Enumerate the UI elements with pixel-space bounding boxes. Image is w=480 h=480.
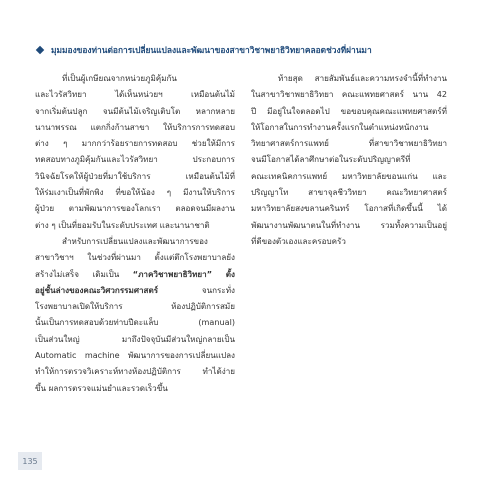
diamond-bullet-icon <box>36 46 44 54</box>
paragraph-line: ต่าง ๆ มากกว่าร้อยรายการทดสอบ ช่วยให้มีการ <box>35 138 235 149</box>
paragraph-line: ปี มีอยู่ในใจตลอดไป ขอขอบคุณคณะแพทยศาสตร์ที่ <box>251 105 447 116</box>
paragraph-line: ทำให้การตรวจวิเคราะห์ทางห้องปฏิบัติการ ทำได้ง่าย <box>35 366 235 377</box>
paragraph-line: ทดสอบทางภูมิคุ้มกันและไวรัสวิทยา ประกอบการ <box>35 154 235 165</box>
paragraph-line: เป็นส่วนใหญ่ มาถึงปัจจุบันมีส่วนใหญ่กลายเป็น <box>35 333 235 344</box>
paragraph-line: ที่เป็นผู้เกษียณจากหน่วยภูมิคุ้มกัน <box>62 73 177 83</box>
paragraph-line: ต่าง ๆ เป็นที่ยอมรับในระดับประเทศ และนานาชาติ <box>35 219 210 230</box>
paragraph-text: สร้างไม่เสร็จ เดิมเป็น <box>35 268 120 279</box>
section-heading <box>37 43 457 57</box>
paragraph-line: คณะเทคนิคการแพทย์ มหาวิทยาลัยขอนแก่น และ <box>251 170 447 181</box>
paragraph-line: จากเริ่มต้นปลูก จนมีต้นไม้เจริญเติบโต หลากหลาย <box>35 105 235 116</box>
paragraph-line: ท้ายสุด สายสัมพันธ์และความทรงจำนี้ที่ทำงาน <box>278 73 447 83</box>
paragraph-line: จนมีโอกาสได้ลาศึกษาต่อในระดับปริญญาตรีที่ <box>251 154 411 165</box>
paragraph-line: ผู้ป่วย ตามพัฒนาการของโลกเรา ตลอดจนมีผลงาน <box>35 203 235 214</box>
paragraph-line: วิทยาศาสตร์การแพทย์ ที่สาขาวิชาพยาธิวิทยา <box>251 138 447 149</box>
paragraph-line: นานาพรรณ แตกกิ่งก้านสาขา ให้บริการการทดสอบ <box>35 121 235 132</box>
paragraph-line: ในสาขาวิชาพยาธิวิทยา คณะแพทยศาสตร์ นาน 42 <box>251 89 447 100</box>
right-column <box>251 70 447 249</box>
page-number: 135 <box>18 452 42 470</box>
paragraph-line: ปริญญาโท สาขาจุลชีววิทยา คณะวิทยาศาสตร์ <box>251 187 447 198</box>
bold-phrase: “ภาควิชาพยาธิวิทยา” ตั้ง <box>132 268 235 279</box>
paragraph-line <box>35 266 235 282</box>
paragraph-line: สำหรับการเปลี่ยนแปลงและพัฒนาการของ <box>62 235 208 246</box>
paragraph-line: ขึ้น ผลการตรวจแม่นยำและรวดเร็วขึ้น <box>35 382 168 393</box>
paragraph-text: จนกระทั่ง <box>158 284 235 295</box>
paragraph-line: นั้นเป็นการทดสอบด้วยท่าบปีดะแล็บ (manual) <box>35 317 235 328</box>
paragraph-line: ที่ดีของตัวเองและครอบครัว <box>251 235 346 246</box>
left-column <box>35 70 235 396</box>
paragraph-line: และไวรัสวิทยา ได้เห็นหน่วยฯ เหมือนต้นไม้ <box>35 89 235 100</box>
paragraph-line: Automatic machine พัฒนาการของการเปลี่ยนแปลง <box>35 350 235 361</box>
paragraph-line: โรงพยาบาลเปิดให้บริการ ห้องปฏิบัติการสมัย <box>35 301 235 312</box>
paragraph-line: วินิจฉัยโรคให้ผู้ป่วยที่มาใช้บริการ เหมือนต้นไม้ที่ <box>35 170 235 181</box>
paragraph-line: ให้โอกาสในการทำงานครั้งแรกในตำแหน่งหนักงาน <box>251 121 429 132</box>
heading-text: มุมมองของท่านต่อการเปลี่ยนแปลงและพัฒนาของสาขาวิชาพยาธิวิทยาคลอดช่วงที่ผ่านมา <box>51 45 372 55</box>
paragraph-line <box>35 282 235 298</box>
paragraph-line: สาขาวิชาฯ ในช่วงที่ผ่านมา ตั้งแต่ตึกโรงพยาบาลยัง <box>35 252 235 263</box>
bold-phrase: อยู่ชั้นล่างของคณะวิศวกรรมศาสตร์ <box>35 284 159 295</box>
paragraph-line: พัฒนางานพัฒนาตนในที่ทำงาน รวมทั้งความเป็นอยู่ <box>251 219 447 230</box>
paragraph-line: มหาวิทยาลัยสงขลานครินทร์ โอกาสที่เกิดขึ้นนี้ ได้ <box>251 203 447 214</box>
paragraph-line: ให้ร่มเงาเป็นที่พักพิง ที่ขอให้น้อง ๆ มีงานให้บริการ <box>35 187 235 198</box>
